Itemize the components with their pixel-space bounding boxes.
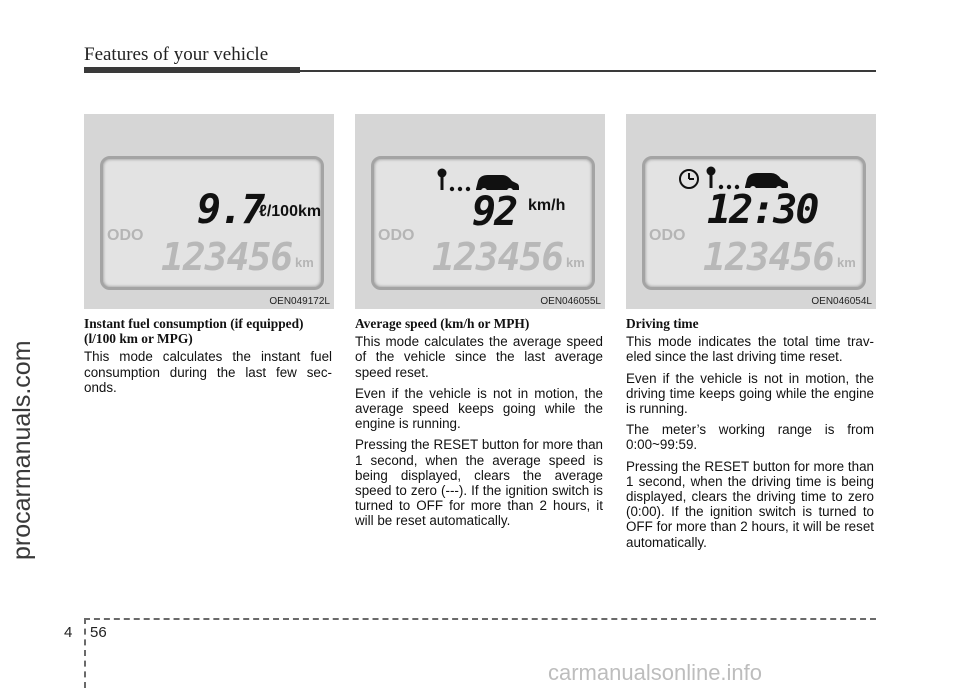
figure-code: OEN049172L [269, 296, 330, 307]
column-instant-fuel [84, 316, 332, 401]
odo-label: ODO [107, 227, 144, 244]
footer-rule [84, 618, 876, 620]
figure-code: OEN046055L [540, 296, 601, 307]
paragraph: Even if the vehicle is not in motion, the average speed keeps going while the engine is running. [355, 385, 603, 432]
figure-instant-fuel [84, 114, 334, 309]
lcd-unit: km/h [528, 197, 566, 214]
column-average-speed [355, 316, 603, 535]
paragraph: This mode calculates the average speed of the vehicle since the last average speed reset. [355, 334, 603, 380]
paragraph: Pressing the RESET button for more than 1 second, when the average speed is being displayed, clears the average speed to zero (---). If the ignition switch is turned to OFF for more than 2 hours, it will be reset automatically. [355, 437, 603, 529]
section-heading: Instant fuel consumption (if equipped) (l/100 km or MPG) [84, 316, 304, 347]
odo-digits: 123456 [432, 235, 564, 279]
page-number: 56 [90, 624, 107, 641]
lcd-unit: ℓ/100km [259, 203, 322, 220]
paragraph: This mode calculates the instant fuel consumption during the last few sec-onds. [84, 349, 332, 395]
figure-driving-time [626, 114, 876, 309]
header-rule-thick [84, 67, 300, 73]
figure-code: OEN046054L [811, 296, 872, 307]
odo-digits: 123456 [703, 235, 835, 279]
figure-average-speed [355, 114, 605, 309]
odo-unit: km [295, 255, 314, 270]
section-heading: Average speed (km/h or MPH) [355, 316, 530, 331]
footer-vertical-rule [84, 618, 86, 688]
lcd-main-value: 92 [472, 189, 517, 235]
lcd-display [371, 156, 595, 290]
odo-label: ODO [649, 227, 686, 244]
lcd-display [642, 156, 866, 290]
lcd-display [100, 156, 324, 290]
bottom-watermark: carmanualsonline.info [548, 660, 763, 685]
section-heading: Driving time [626, 316, 699, 331]
side-watermark: procarmanuals.com [8, 340, 36, 560]
odo-unit: km [837, 255, 856, 270]
odo-label: ODO [378, 227, 415, 244]
column-driving-time [626, 316, 874, 556]
section-number: 4 [64, 624, 73, 641]
header-rule-thin [300, 70, 876, 72]
lcd-main-value: 9.7 [197, 187, 264, 233]
paragraph: Pressing the RESET button for more than 1 second, when the driving time is being displayed, clears the driving time to zero (0:00). If the ignition switch is turned to OFF for more than 2 hours, it will be reset automatically. [626, 458, 874, 550]
page-header-title: Features of your vehicle [84, 44, 269, 65]
lcd-main-value: 12:30 [707, 187, 818, 233]
paragraph: The meter’s working range is from 0:00~99:59. [626, 422, 874, 453]
odo-unit: km [566, 255, 585, 270]
paragraph: This mode indicates the total time trav-eled since the last driving time reset. [626, 334, 874, 365]
odo-digits: 123456 [161, 235, 293, 279]
paragraph: Even if the vehicle is not in motion, the driving time keeps going while the engine is running. [626, 370, 874, 417]
